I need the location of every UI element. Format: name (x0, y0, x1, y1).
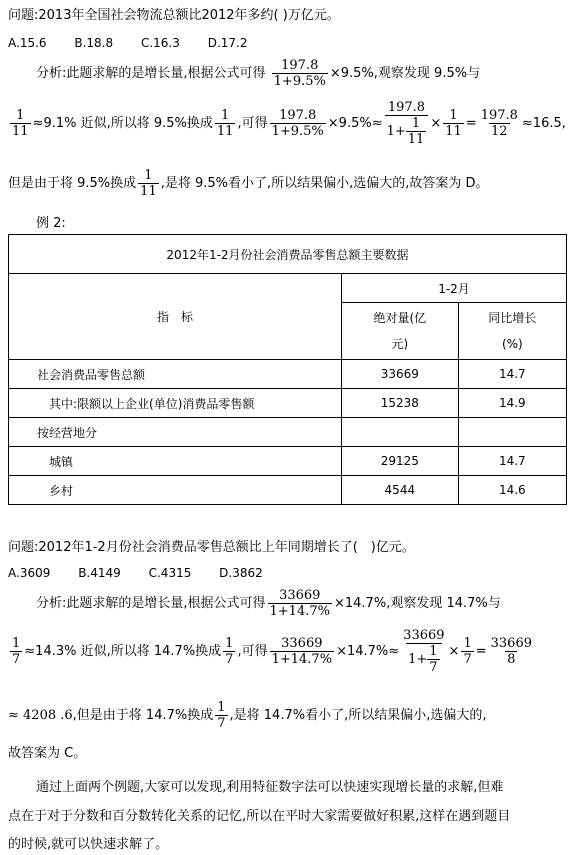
fraction-1-7: $\frac{1}{7}$ (463, 636, 472, 667)
growth-header: 同比增长 (%) (458, 303, 566, 360)
summary-line-1: 通过上面两个例题,大家可以发现,利用特征数字法可以快速实现增长量的求解,但难 (36, 780, 504, 795)
option-c: C.4315 (148, 566, 192, 580)
option-b: B.18.8 (74, 36, 114, 50)
fraction-1-11: $\frac{1}{11}$ (12, 108, 29, 139)
option-b: B.4149 (78, 566, 121, 580)
fraction: $\frac{33669}{1+14.7\%}$ (269, 588, 330, 619)
analysis-1-line-2: $\frac{1}{11}$ ≈9.1% 近似,所以将 9.5%换成 $\frac{1}{11}$ ,可得 $\frac{197.8}{1+9.5\%}$ ×9.5%≈ 197.8 1+ $\frac{1}{11}$ × $\frac{1}{11}$ = $\frac{197.8}{12}$ ≈16.5, (12, 100, 566, 147)
fraction-1-11: $\frac{1}{11}$ (445, 108, 462, 139)
table-title: 2012年1-2月份社会消费品零售总额主要数据 (9, 235, 567, 274)
summary-line-2: 点在于对于分数和百分数转化关系的记忆,所以在平时大家需要做好积累,这样在遇到题目 (8, 809, 511, 824)
fraction: $\frac{33669}{1+14.7\%}$ (271, 636, 333, 667)
analysis-2-answer: 故答案为 C。 (8, 746, 87, 761)
fraction-1-7: $\frac{1}{7}$ (225, 636, 234, 667)
period-header: 1-2月 (342, 274, 567, 303)
fraction-complex: 197.8 1+ $\frac{1}{11}$ (385, 100, 429, 147)
example-2-label: 例 2: (36, 216, 66, 231)
analysis-2-line-2: $\frac{1}{7}$ ≈14.3% 近似,所以将 14.7%换成 $\frac{1}{7}$ ,可得 $\frac{33669}{1+14.7\%}$ ×14.7%≈ 33669 1+ $\frac{1}{7}$ × $\frac{1}{7}$ = $\frac{33669}{8}$ (12, 628, 532, 675)
fraction-1-11: $\frac{1}{11}$ (216, 108, 234, 139)
fraction-result: $\frac{33669}{8}$ (490, 636, 532, 667)
analysis-text: 分析:此题求解的是增长量,根据公式可得 (36, 66, 266, 81)
question-1-options (8, 36, 271, 50)
fraction-1-7: $\frac{1}{7}$ (217, 700, 226, 731)
fraction: $\frac{197.8}{1+9.5\%}$ (273, 58, 326, 89)
question-1: 问题:2013年全国社会物流总额比2012年多约( )万亿元。 (8, 8, 340, 23)
analysis-1-conclusion: 但是由于将 9.5%换成 $\frac{1}{11}$ ,是将 9.5%看小了,所以结果偏小,选偏大的,故答案为 D。 (8, 168, 489, 199)
option-a: A.15.6 (8, 36, 47, 50)
question-2: 问题:2012年1-2月份社会消费品零售总额比上年同期增长了( )亿元。 (8, 540, 415, 555)
option-d: D.17.2 (207, 36, 248, 50)
summary-line-3: 的时候,就可以快速求解了。 (8, 837, 169, 852)
option-a: A.3609 (8, 566, 51, 580)
table-row: 社会消费品零售总额 33669 14.7 (9, 360, 567, 389)
retail-sales-table (8, 234, 567, 505)
analysis-2-line-3: ≈ 4208 .6,但是由于将 14.7%换成 $\frac{1}{7}$ ,是将 14.7%看小了,所以结果偏小,选偏大的, (8, 700, 487, 731)
fraction-1-11: $\frac{1}{11}$ (140, 168, 157, 199)
fraction: $\frac{197.8}{1+9.5\%}$ (271, 108, 324, 139)
option-c: C.16.3 (140, 36, 180, 50)
fraction-result: $\frac{197.8}{12}$ (480, 108, 518, 139)
table-row: 城镇 29125 14.7 (9, 447, 567, 476)
analysis-1-line-1: 分析:此题求解的是增长量,根据公式可得 $\frac{197.8}{1+9.5\%}$ ×9.5%,观察发现 9.5%与 (36, 58, 481, 89)
question-2-options (8, 566, 287, 580)
fraction-complex: 33669 1+ $\frac{1}{7}$ (403, 628, 445, 675)
absolute-header: 绝对量(亿 元) (342, 303, 459, 360)
analysis-2-line-1: 分析:此题求解的是增长量,根据公式可得 $\frac{33669}{1+14.7\%}$ ×14.7%,观察发现 14.7%与 (36, 588, 501, 619)
table-row: 按经营地分 (9, 418, 567, 447)
indicator-header: 指 标 (9, 274, 342, 360)
table-row: 乡村 4544 14.6 (9, 476, 567, 505)
fraction-1-7: $\frac{1}{7}$ (12, 636, 21, 667)
table-row: 其中:限额以上企业(单位)消费品零售额 15238 14.9 (9, 389, 567, 418)
option-d: D.3862 (219, 566, 263, 580)
